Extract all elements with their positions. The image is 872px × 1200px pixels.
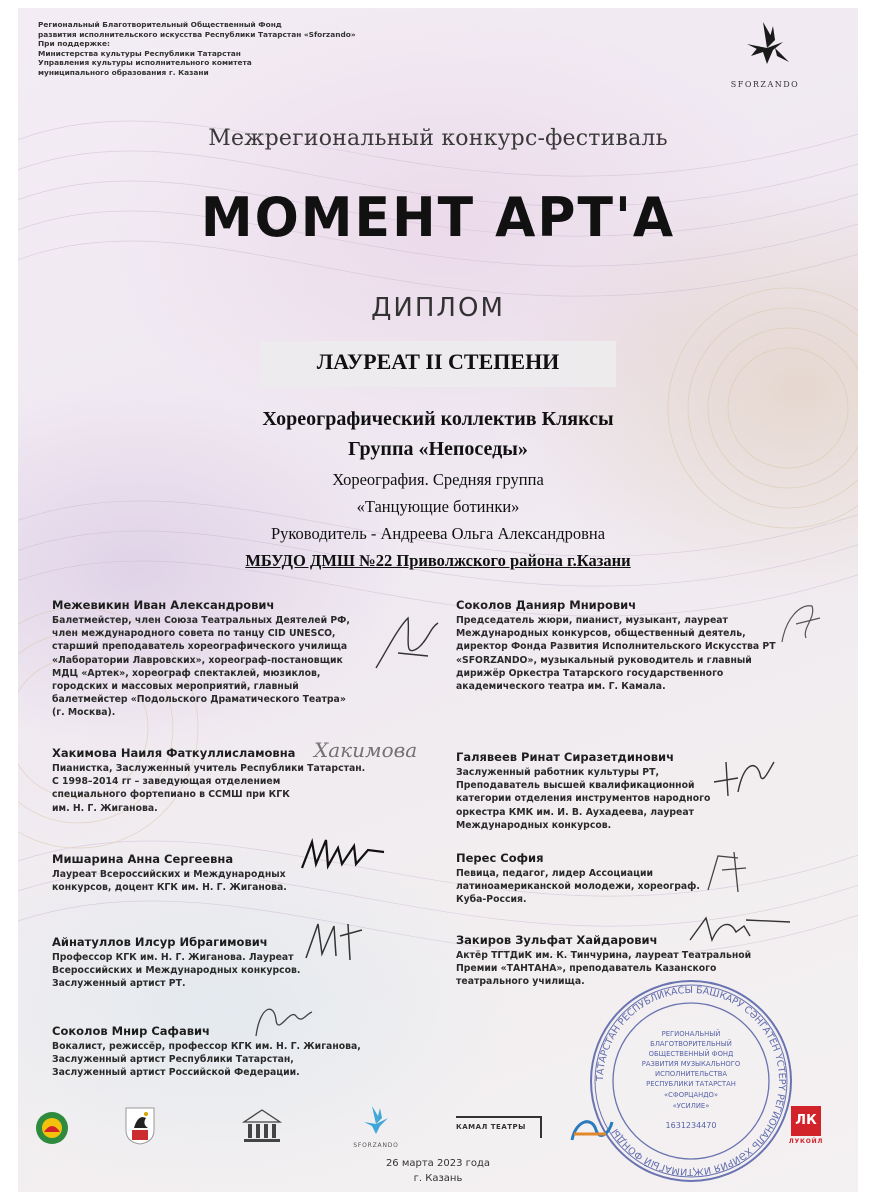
jury-desc-line: Всероссийских и Международных конкурсов. — [52, 965, 301, 977]
jury-desc-line: Профессор КГК им. Н. Г. Жиганова. Лауреат — [52, 952, 294, 963]
jury-desc-line: Заслуженный артист Российской Федерации. — [52, 1067, 300, 1079]
group-name: Группа «Непоседы» — [348, 438, 528, 460]
org-line: Региональный Благотворительный Общественный Фонд — [38, 20, 282, 29]
jury-desc-line: Заслуженный работник культуры РТ, — [456, 767, 659, 778]
jury-desc-line: Пианистка, Заслуженный учитель Республики Татарстан. — [52, 763, 366, 774]
jury-desc-line: Балетмейстер, член Союза Театральных Деятелей РФ, — [52, 615, 350, 626]
jury-name: Перес София — [456, 851, 544, 865]
kamal-theatre-text: КАМАЛ ТЕАТРЫ — [456, 1123, 526, 1131]
kamal-theatre-logo — [456, 1116, 542, 1138]
sforzando-footer-logo — [346, 1104, 406, 1149]
signature-zakirov — [686, 910, 796, 950]
sforzando-bird-icon — [346, 1104, 406, 1136]
jury-desc-line: латиноамериканской молодежи, хореограф. — [456, 881, 700, 893]
jury-desc-line: Куба-Россия. — [456, 894, 527, 906]
ministry-culture-logo-icon — [240, 1108, 284, 1144]
lukoil-text: ЛУКОЙЛ — [788, 1138, 824, 1145]
jury-desc-line: Заслуженный артист РТ. — [52, 978, 186, 990]
jury-member — [456, 750, 710, 832]
jury-desc-line: академического театра им. Г. Камала. — [456, 681, 666, 693]
leader-line: Руководитель - Андреева Ольга Александровна — [270, 524, 606, 543]
jury-desc-line: Певица, педагог, лидер Ассоциации — [456, 868, 654, 879]
collective-name: Хореографический коллектив Кляксы — [262, 408, 614, 430]
bird-logo-icon — [737, 18, 793, 76]
jury-desc-line: специального фортепиано в ССМШ при КГК — [52, 789, 290, 801]
lukoil-logo — [786, 1106, 826, 1145]
jury-desc-line: «Лаборатории Лавровских», хореограф-постановщик — [52, 654, 343, 666]
award-title: ЛАУРЕАТ II СТЕПЕНИ — [316, 349, 560, 374]
organizer-block — [38, 20, 356, 78]
diploma-sheet — [18, 8, 858, 1192]
jury-desc-line: директор Фонда Развития Исполнительского Искусства РТ — [456, 641, 776, 653]
org-line: При поддержке: — [38, 39, 110, 49]
stamp-line: РАЗВИТИЯ МУЗЫКАЛЬНОГО — [641, 1060, 741, 1068]
jury-member — [52, 598, 350, 720]
jury-desc-line: Преподаватель высшей квалификационной — [456, 780, 695, 792]
jury-member — [456, 851, 700, 907]
jury-name: Соколов Данияр Мнирович — [456, 598, 637, 612]
stamp-line: «СФОРЦАНДО» — [663, 1091, 719, 1099]
org-line: Управления культуры исполнительного комитета — [38, 58, 252, 68]
jury-desc-line: С 1998–2014 гг – заведующая отделением — [52, 776, 281, 788]
jury-member — [52, 935, 300, 991]
jury-desc-line: балетмейстер «Подольского Драматического Театра» — [52, 694, 346, 706]
jury-desc-line: (г. Москва). — [52, 707, 116, 719]
tatarstan-emblem-icon — [34, 1110, 70, 1146]
tatneft-logo-icon — [566, 1112, 616, 1146]
stamp-line: БЛАГОТВОРИТЕЛЬНЫЙ — [650, 1040, 732, 1048]
jury-desc-line: старший преподаватель хореографического училища — [52, 641, 348, 653]
signature-sokolov-daniyar — [776, 598, 826, 648]
jury-desc-line: член международного совета по танцу CID UNESCO, — [52, 628, 336, 640]
lukoil-mark-icon: ЛК — [791, 1106, 821, 1136]
jury-desc-line: Вокалист, режиссёр, профессор КГК им. Н. Г. Жиганова, — [52, 1041, 361, 1052]
stamp-line: «УСИЛИЕ» — [672, 1102, 710, 1110]
signature-ainatullov — [300, 916, 370, 966]
stamp-number: 1631234470 — [665, 1121, 717, 1130]
stamp-outer-ring-text: ТАТАРСТАН РЕСПУБЛИКАСЫ БАШКАРУ СӘНГАТЕН ҮСТЕРҮ РЕГИОНАЛЬ ХӘЙРИЯ ИҖТИМАГЫЙ ФОНДЫ — [594, 984, 788, 1178]
signature-galyaveev — [708, 752, 778, 802]
stamp-line: ОБЩЕСТВЕННЫЙ ФОНД — [648, 1050, 734, 1058]
jury-name: Хакимова Наиля Фаткуллисламовна — [52, 746, 296, 760]
jury-desc-line: Председатель жюри, пианист, музыкант, лауреат — [456, 615, 728, 626]
jury-desc-line: категории отделения инструментов народного — [456, 793, 711, 805]
jury-desc-line: Заслуженный артист Республики Татарстан, — [52, 1054, 294, 1066]
signature-sokolov-mnir — [246, 996, 316, 1046]
org-line: Министерства культуры Республики Татарстан — [38, 48, 241, 58]
jury-name: Айнатуллов Илсур Ибрагимович — [52, 935, 268, 949]
jury-member — [456, 598, 776, 693]
signature-khakimova: Хакимова — [314, 738, 418, 762]
jury-desc-line: Актёр ТГТДиК им. К. Тинчурина, лауреат Театральной — [456, 950, 752, 961]
jury-desc-line: МДЦ «Артек», хореограф спектаклей, мюзиклов, — [52, 667, 321, 679]
org-line: развития исполнительского искусства Республики Татарстан «Sforzando» — [38, 29, 356, 39]
stamp-line: РЕСПУБЛИКИ ТАТАРСТАН — [646, 1080, 736, 1088]
jury-name: Межевикин Иван Александрович — [52, 598, 275, 612]
jury-desc-line: Международных конкурсов. — [456, 819, 612, 831]
jury-name: Закиров Зульфат Хайдарович — [456, 933, 658, 947]
org-line: муниципального образования г. Казани — [38, 67, 209, 77]
stamp-line: ИСПОЛНИТЕЛЬСТВА — [654, 1070, 728, 1078]
jury-desc-line: дирижёр Оркестра Татарского государственного — [456, 667, 724, 679]
sforzando-footer-text: SFORZANDO — [353, 1142, 399, 1149]
sforzando-logo — [720, 18, 810, 89]
festival-subtitle: Межрегиональный конкурс-фестиваль — [208, 126, 668, 151]
logo-text: SFORZANDO — [730, 80, 800, 89]
jury-desc-line: Международных конкурсов, общественный деятель, — [456, 628, 746, 640]
signature-mezhevikin — [368, 608, 448, 678]
nomination: Хореография. Средняя группа — [332, 470, 544, 489]
issue-date: 26 марта 2023 года — [385, 1158, 491, 1169]
jury-desc-line: оркестра КМК им. И. В. Аухадеева, лауреат — [456, 806, 695, 818]
signature-misharina — [298, 834, 388, 874]
jury-desc-line: конкурсов, доцент КГК им. Н. Г. Жиганова. — [52, 882, 287, 894]
jury-desc-line: «SFORZANDO», музыкальный руководитель и главный — [456, 654, 752, 666]
signature-peres — [698, 846, 768, 896]
document-type: ДИПЛОМ — [371, 293, 505, 323]
jury-member — [52, 852, 287, 894]
jury-name: Галявеев Ринат Сиразетдинович — [456, 750, 674, 764]
jury-desc-line: им. Н. Г. Жиганова. — [52, 802, 158, 814]
jury-desc-line: городских и массовых мероприятий, главный — [52, 681, 299, 693]
jury-name: Соколов Мнир Сафавич — [52, 1024, 210, 1038]
jury-desc-line: театрального училища. — [456, 976, 585, 988]
piece-title: «Танцующие ботинки» — [356, 497, 520, 516]
festival-title: МОМЕНТ АРТ'А — [200, 186, 676, 250]
jury-name: Мишарина Анна Сергеевна — [52, 852, 234, 866]
footer-partner-logos — [18, 1100, 858, 1160]
issue-city: г. Казань — [413, 1173, 463, 1184]
school-name: МБУДО ДМШ №22 Приволжского района г.Казани — [245, 551, 631, 570]
stamp-line: РЕГИОНАЛЬНЫЙ — [661, 1030, 721, 1038]
jury-desc-line: Премии «ТАНТАНА», преподаватель Казанского — [456, 963, 717, 975]
jury-desc-line: Лауреат Всероссийских и Международных — [52, 869, 286, 880]
kazan-coat-of-arms-icon — [124, 1106, 156, 1146]
